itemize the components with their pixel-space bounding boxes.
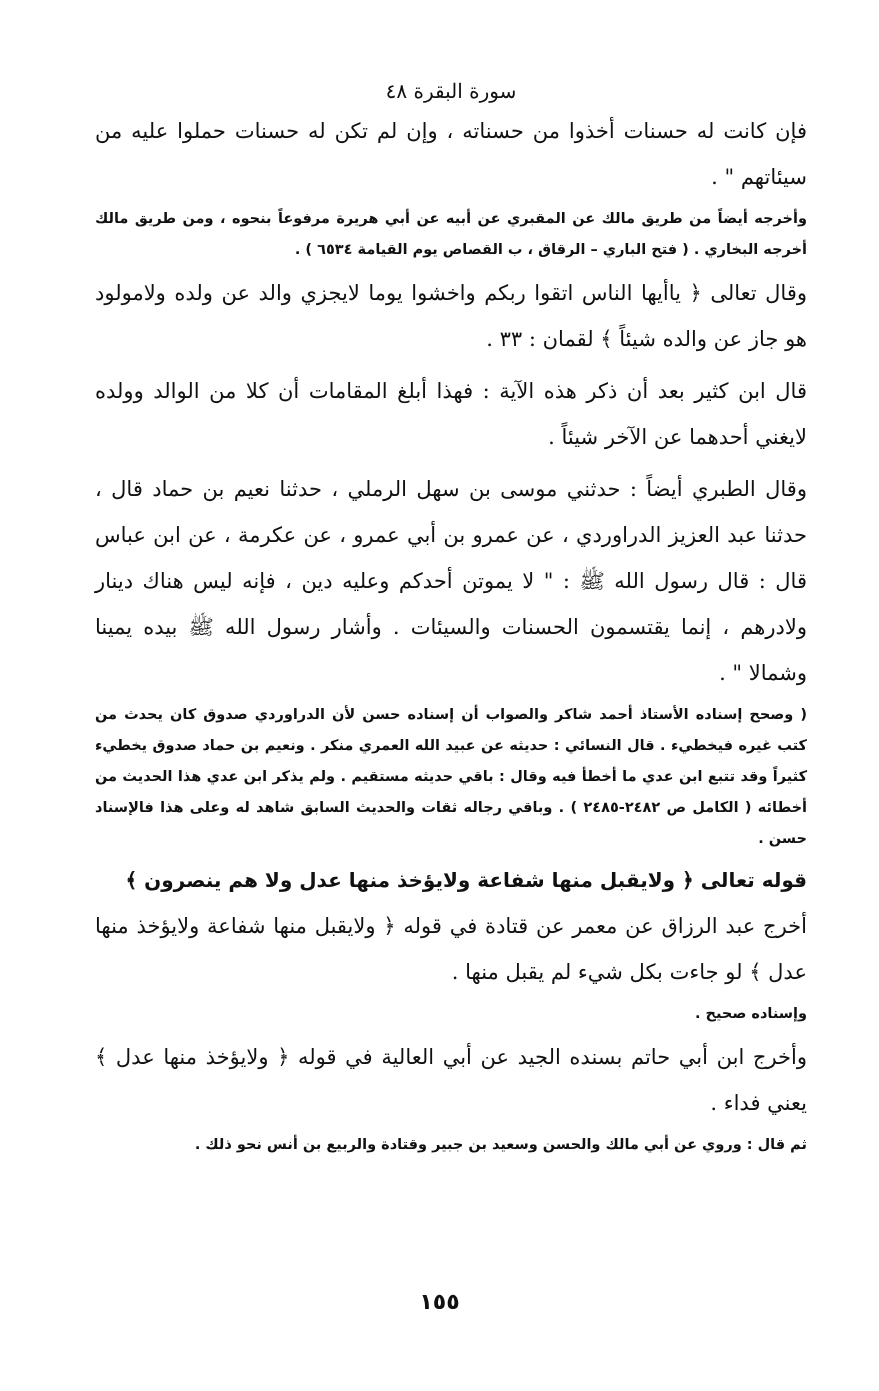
note-isnad-sahih: وإسناده صحيح . — [694, 1006, 807, 1022]
paragraph-ibn-abi-hatim: وأخرج ابن أبي حاتم بسنده الجيد عن أبي العالية في قوله ﴿ ولايؤخذ منها عدل ﴾ يعني فداء . — [95, 1045, 807, 1115]
paragraph-abdurrazzaq: أخرج عبد الرزاق عن معمر عن قتادة في قوله ﴿ ولايقبل منها شفاعة ولايؤخذ منها عدل ﴾ لو جاءت بكل شيء لم يقبل منها . — [95, 914, 807, 984]
page-body — [95, 78, 807, 1165]
note-isnad-grading: ( وصحح إسناده الأستاذ أحمد شاكر والصواب أن إسناده حسن لأن الدراوردي صدوق كان يحدث من كتب غيره فيخطيء . قال النسائي : حديثه عن عبيد الله العمري منكر . ونعيم بن حماد صدوق يخطيء كثيراً وقد تتبع ابن عدي ما أخطأ فيه وقال : باقي حديثه مستقيم . ولم يذكر ابن عدي هذا الحديث من أخطائه ( الكامل ص ٢٤٨٢-٢٤٨٥ ) . وباقي رجاله ثقات والحديث السابق شاهد له وعلى هذا فالإسناد حسن . — [95, 707, 807, 847]
note-other-narrators: ثم قال : وروي عن أبي مالك والحسن وسعيد بن جبير وقتادة والربيع بن أنس نحو ذلك . — [194, 1137, 807, 1153]
paragraph-hadith-continuation: فإن كانت له حسنات أخذوا من حسناته ، وإن لم تكن له حسنات حملوا عليه من سيئاتهم " . — [95, 119, 807, 189]
paragraph-tabari-hadith: وقال الطبري أيضاً : حدثني موسى بن سهل الرملي ، حدثنا نعيم بن حماد قال ، حدثنا عبد العزيز الدراوردي ، عن عمرو بن أبي عمرو ، عن عكرمة ، عن ابن عباس قال : قال رسول الله ﷺ : " لا يموتن أحدكم وعليه دين ، فإنه ليس هناك دينار ولادرهم ، إنما يقتسمون الحسنات والسيئات . وأشار رسول الله ﷺ بيده يمينا وشمالا " . — [95, 477, 807, 685]
paragraph-ibn-kathir: قال ابن كثير بعد أن ذكر هذه الآية : فهذا أبلغ المقامات أن كلا من الوالد وولده لايغني أحدهما عن الآخر شيئاً . — [95, 379, 807, 449]
verse-heading: قوله تعالى ﴿ ولايقبل منها شفاعة ولايؤخذ منها عدل ولا هم ينصرون ﴾ — [125, 868, 807, 892]
page-number: ١٥٥ — [419, 1290, 460, 1315]
paragraph-luqman-verse: وقال تعالى ﴿ ياأيها الناس اتقوا ربكم واخشوا يوما لايجزي والد عن ولده ولامولود هو جاز عن والده شيئاً ﴾ لقمان : ٣٣ . — [95, 281, 807, 351]
note-bukhari-reference: وأخرجه أيضاً من طريق مالك عن المقبري عن أبيه عن أبي هريرة مرفوعاً بنحوه ، ومن طريق مالك أخرجه البخاري . ( فتح الباري – الرقاق ، ب القصاص يوم القيامة ٦٥٣٤ ) . — [95, 211, 807, 258]
running-head: سورة البقرة ٤٨ — [385, 79, 517, 103]
